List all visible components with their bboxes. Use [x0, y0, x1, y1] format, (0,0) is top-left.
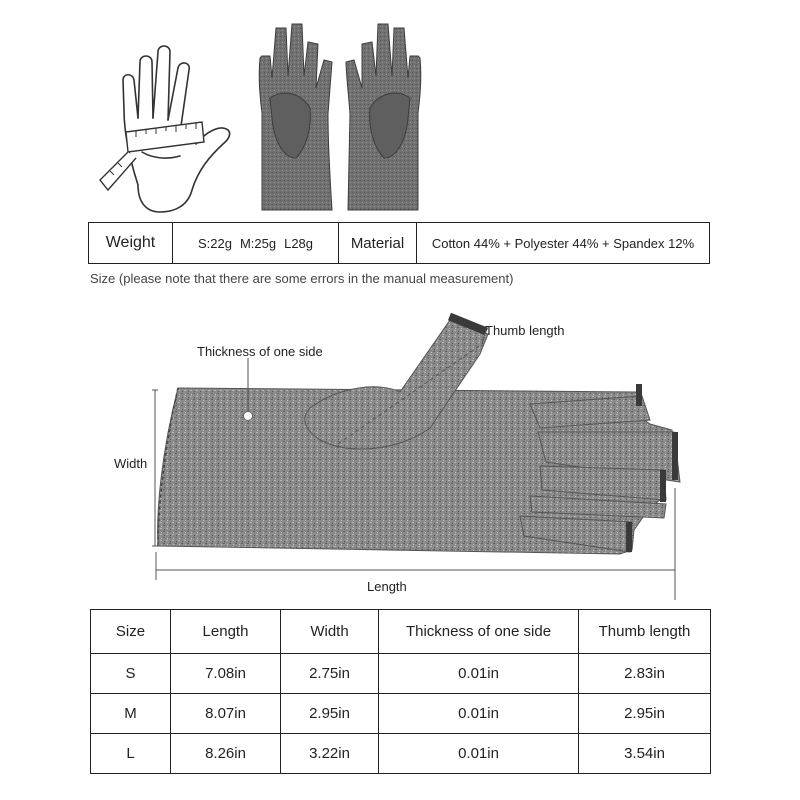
- material-value: Cotton 44% + Polyester 44% + Spandex 12%: [431, 235, 695, 251]
- length-label: Length: [367, 579, 407, 594]
- thickness-marker-icon: [244, 412, 253, 421]
- hand-measure-illustration: [80, 40, 245, 215]
- header-thumb-length: Thumb length: [579, 610, 711, 654]
- cell-thumb-length: 2.83in: [579, 654, 711, 694]
- material-label: Material: [339, 223, 417, 263]
- cell-size: M: [91, 694, 171, 734]
- thumb-length-label: Thumb length: [485, 323, 565, 338]
- cell-size: L: [91, 734, 171, 774]
- cell-size: S: [91, 654, 171, 694]
- weight-m: M:25g: [239, 235, 277, 251]
- size-table-header: [91, 610, 711, 654]
- header-thickness: Thickness of one side: [379, 610, 579, 654]
- table-row-l: [91, 734, 711, 774]
- weight-label: Weight: [89, 223, 173, 263]
- cell-length: 7.08in: [171, 654, 281, 694]
- cell-length: 8.26in: [171, 734, 281, 774]
- header-length: Length: [171, 610, 281, 654]
- cell-width: 2.75in: [281, 654, 379, 694]
- cell-length: 8.07in: [171, 694, 281, 734]
- table-row-s: [91, 654, 711, 694]
- cell-thumb-length: 3.54in: [579, 734, 711, 774]
- glove-pair-image: [250, 18, 430, 214]
- left-glove: [259, 24, 332, 210]
- cell-thickness: 0.01in: [379, 694, 579, 734]
- cell-thumb-length: 2.95in: [579, 694, 711, 734]
- glove-measurement-diagram: [100, 300, 720, 610]
- weight-values: [173, 223, 339, 263]
- cell-width: 3.22in: [281, 734, 379, 774]
- weight-s: S:22g: [197, 235, 232, 251]
- cell-width: 2.95in: [281, 694, 379, 734]
- thickness-label: Thickness of one side: [197, 344, 323, 359]
- spec-table: [88, 222, 710, 264]
- width-label: Width: [114, 456, 148, 471]
- weight-l: L28g: [284, 235, 314, 251]
- cell-thickness: 0.01in: [379, 654, 579, 694]
- table-row-m: [91, 694, 711, 734]
- header-width: Width: [281, 610, 379, 654]
- size-note: Size (please note that there are some errors in the manual measurement): [90, 271, 514, 286]
- right-glove: [346, 24, 421, 210]
- size-table: [90, 609, 711, 774]
- cell-thickness: 0.01in: [379, 734, 579, 774]
- header-size: Size: [91, 610, 171, 654]
